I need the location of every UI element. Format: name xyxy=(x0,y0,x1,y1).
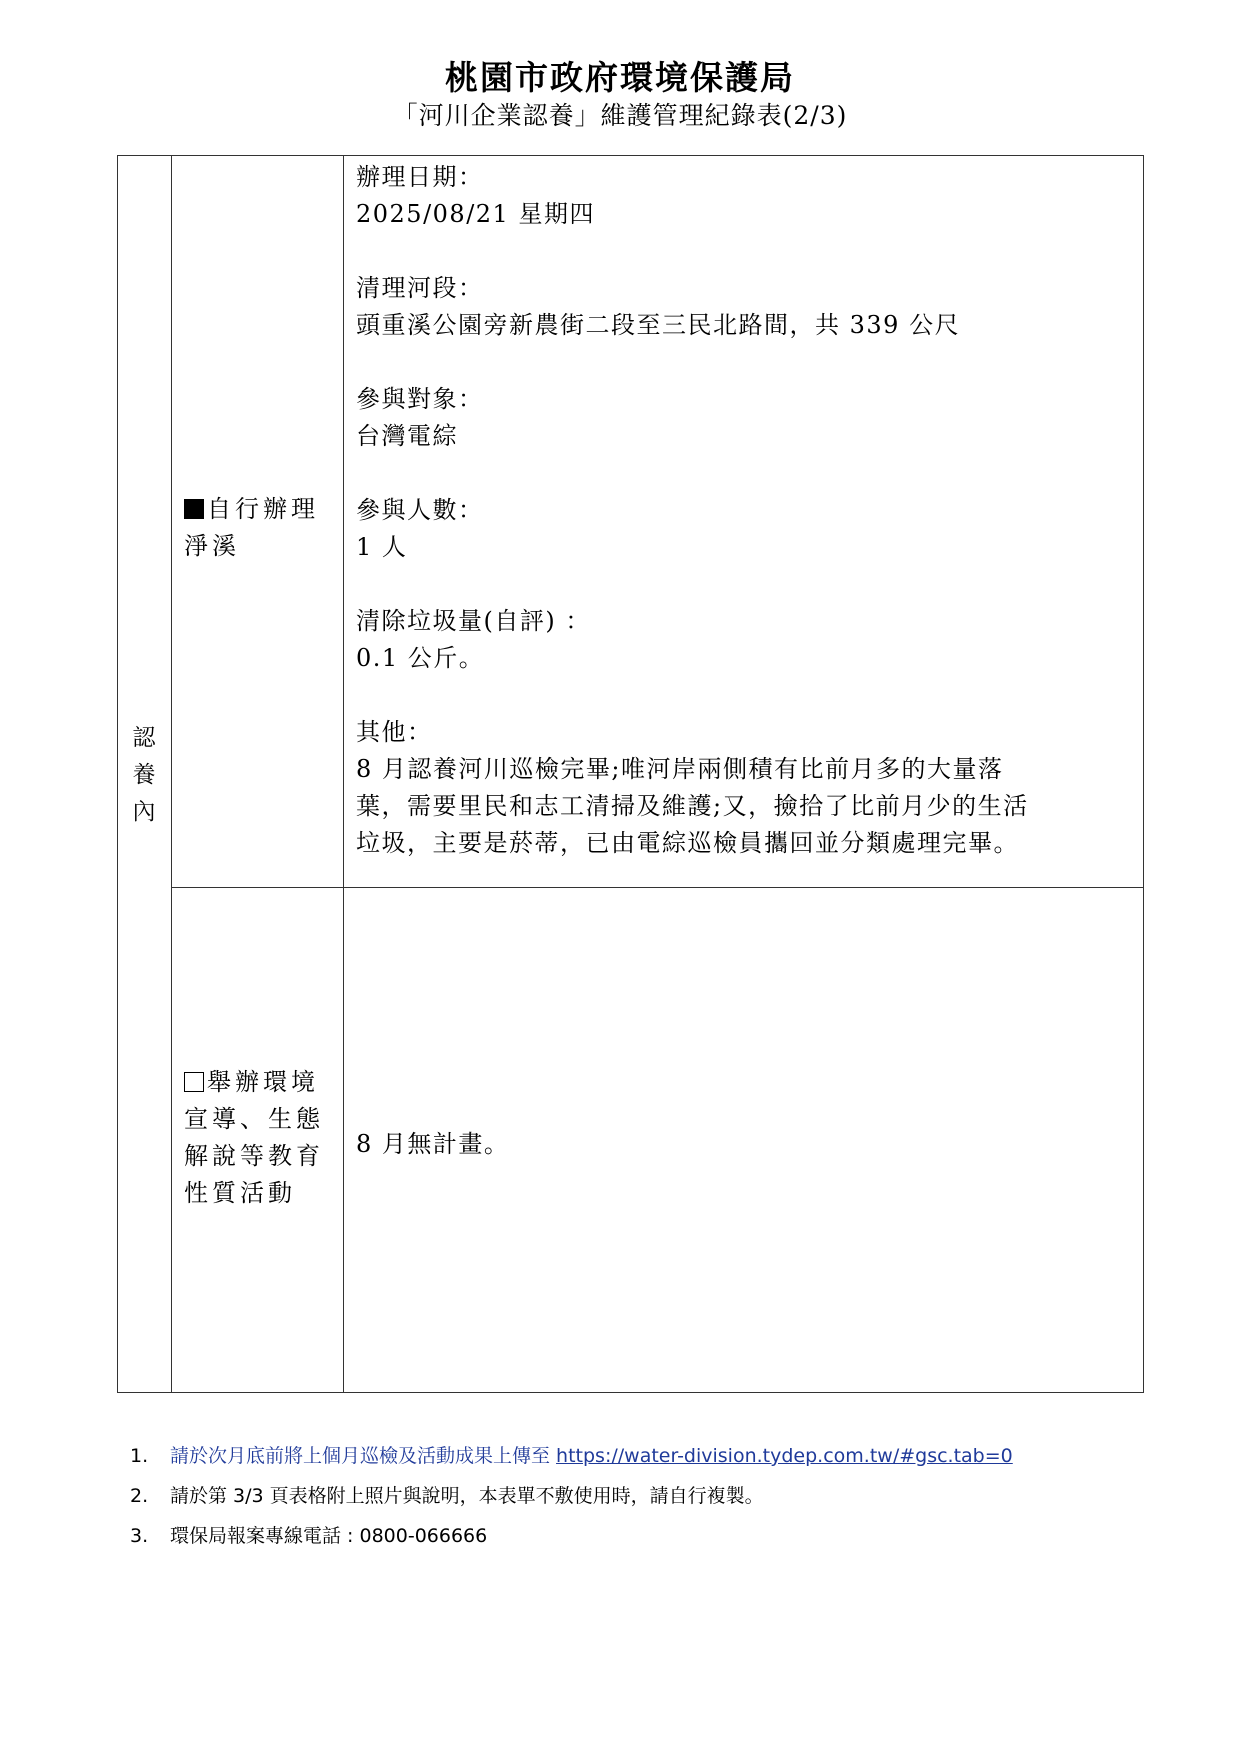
checked-checkbox-icon[interactable] xyxy=(184,499,204,519)
field-value: 葉，需要里民和志工清掃及維護;又，撿拾了比前月少的生活 xyxy=(356,792,1029,820)
field-value: 8 月認養河川巡檢完畢;唯河岸兩側積有比前月多的大量落 xyxy=(356,755,1004,783)
field-value: 頭重溪公園旁新農街二段至三民北路間，共 339 公尺 xyxy=(356,311,961,339)
field-other xyxy=(356,714,1136,862)
table-col-divider-1 xyxy=(171,155,172,1393)
field-value: 垃圾，主要是菸蒂，已由電綜巡檢員攜回並分類處理完畢。 xyxy=(356,829,1019,857)
page-title: 桃園市政府環境保護局 xyxy=(445,58,795,97)
side-label-char: 內 xyxy=(132,799,156,825)
note-number: 1. xyxy=(130,1445,149,1467)
field-participant-count xyxy=(356,492,1136,566)
unchecked-checkbox-icon[interactable] xyxy=(184,1072,204,1092)
table-top-border xyxy=(117,155,1144,156)
row1-label xyxy=(184,491,339,565)
field-river-section xyxy=(356,270,1136,344)
field-value: 2025/08/21 星期四 xyxy=(356,200,595,228)
field-garbage-amount xyxy=(356,603,1136,677)
row1-label-line: 自行辦理 xyxy=(207,495,319,523)
row2-label-line: 宣導、生態 xyxy=(184,1105,324,1133)
table-col-divider-2 xyxy=(343,155,344,1393)
side-label-char: 認 xyxy=(132,725,156,751)
note-item xyxy=(130,1516,1130,1556)
field-heading: 清除垃圾量(自評) ： xyxy=(356,607,591,635)
row2-label-line: 舉辦環境 xyxy=(207,1068,319,1096)
row2-content xyxy=(356,1126,1136,1163)
field-participants xyxy=(356,381,1136,455)
note-number: 2. xyxy=(130,1485,149,1507)
page-subtitle: 「河川企業認養」維護管理紀錄表(2/3) xyxy=(392,101,848,130)
field-heading: 辦理日期： xyxy=(356,163,484,191)
note-text: 請於第 3/3 頁表格附上照片與說明，本表單不敷使用時，請自行複製。 xyxy=(170,1485,764,1507)
table-right-border xyxy=(1143,155,1144,1393)
row2-label xyxy=(184,1064,342,1212)
field-value: 台灣電綜 xyxy=(356,422,458,450)
side-label xyxy=(117,720,171,831)
notes-list xyxy=(130,1436,1130,1556)
field-heading: 清理河段： xyxy=(356,274,484,302)
note-text: 環保局報案專線電話 : 0800-066666 xyxy=(170,1525,488,1547)
note-item xyxy=(130,1436,1130,1476)
field-heading: 參與對象： xyxy=(356,385,484,413)
table-bottom-border xyxy=(117,1392,1144,1393)
field-date xyxy=(356,159,1136,233)
row2-content-text: 8 月無計畫。 xyxy=(356,1130,510,1158)
note-number: 3. xyxy=(130,1525,149,1547)
field-heading: 參與人數： xyxy=(356,496,484,524)
field-value: 1 人 xyxy=(356,533,408,561)
row2-label-line: 性質活動 xyxy=(184,1179,296,1207)
row2-label-line: 解說等教育 xyxy=(184,1142,324,1170)
upload-link[interactable]: https://water-division.tydep.com.tw/#gsc.tab=0 xyxy=(556,1445,1013,1467)
row1-content xyxy=(356,159,1136,899)
side-label-char: 養 xyxy=(132,762,156,788)
note-item xyxy=(130,1476,1130,1516)
row1-label-line: 淨溪 xyxy=(184,532,240,560)
field-heading: 其他： xyxy=(356,718,433,746)
field-value: 0.1 公斤。 xyxy=(356,644,485,672)
note-text: 請於次月底前將上個月巡檢及活動成果上傳至 xyxy=(170,1445,557,1467)
